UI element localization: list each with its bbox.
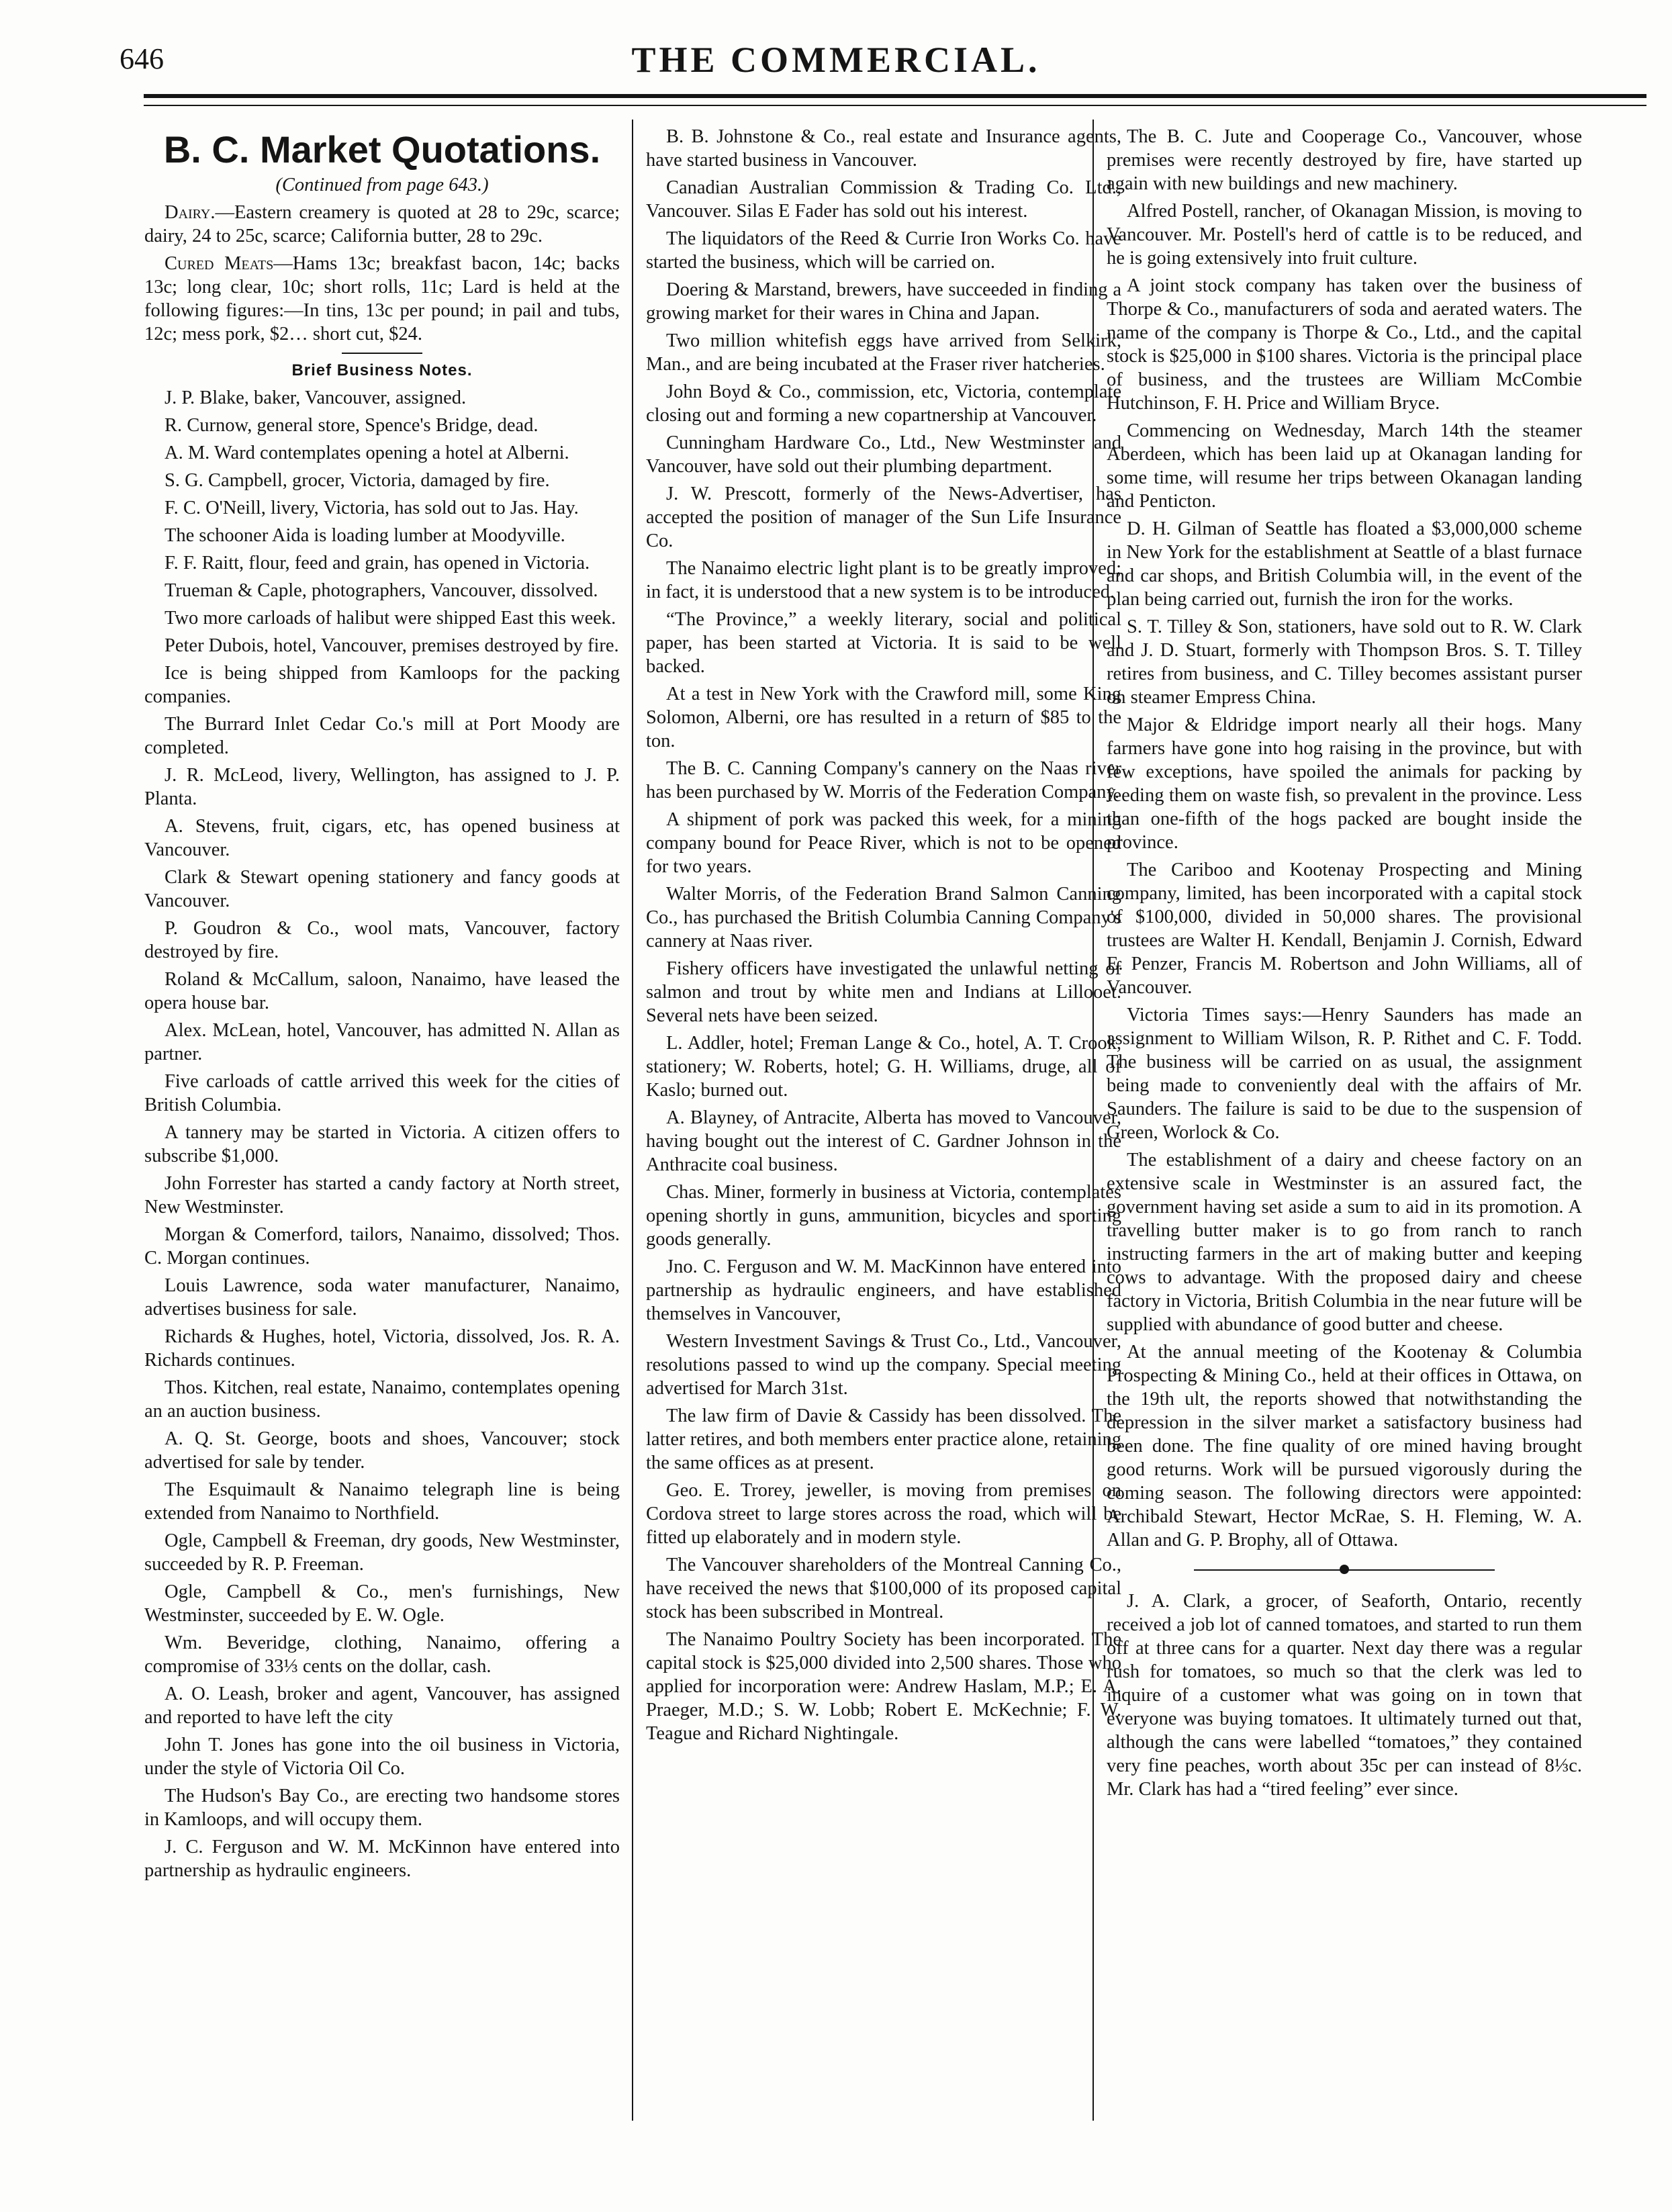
market-quotations-title: B. C. Market Quotations.: [163, 128, 601, 171]
business-note: Clark & Stewart opening stationery and fancy goods at Vancouver.: [144, 867, 620, 911]
masthead-title: THE COMMERCIAL.: [631, 40, 1041, 80]
business-note: John T. Jones has gone into the oil business in Victoria, under the style of Victoria Oil Co.: [144, 1735, 620, 1779]
business-note: Wm. Beveridge, clothing, Nanaimo, offering a compromise of 33⅓ cents on the dollar, cash.: [144, 1632, 620, 1677]
business-note: John Forrester has started a candy factory at North street, New Westminster.: [144, 1173, 620, 1217]
column-divider-1: [632, 120, 633, 2121]
business-note: Alex. McLean, hotel, Vancouver, has admitted N. Allan as partner.: [144, 1020, 620, 1064]
business-note: The Vancouver shareholders of the Montreal Canning Co., have received the news that $100,000 of its proposed capital stock has been subscribed in Montreal.: [646, 1555, 1121, 1622]
business-note: Doering & Marstand, brewers, have succeeded in finding a growing market for their wares in China and Japan.: [646, 279, 1121, 324]
dairy-text: —Eastern creamery is quoted at 28 to 29c, scarce; dairy, 24 to 25c, scarce; California butter, 28 to 29c.: [144, 202, 620, 246]
cured-meats-label: Cured Meats: [165, 253, 274, 274]
business-note: Chas. Miner, formerly in business at Victoria, contemplates opening shortly in guns, ammunition, bicycles and sporting goods generally.: [646, 1182, 1121, 1250]
business-note: At a test in New York with the Crawford mill, some King Solomon, Alberni, ore has resulted in a return of $85 to the ton.: [646, 684, 1121, 751]
business-note: Trueman & Caple, photographers, Vancouver, dissolved.: [165, 580, 598, 601]
business-note: Two more carloads of halibut were shipped East this week.: [165, 608, 616, 629]
business-note: Peter Dubois, hotel, Vancouver, premises destroyed by fire.: [165, 635, 619, 656]
business-note: R. Curnow, general store, Spence's Bridge, dead.: [165, 415, 539, 436]
business-note: A shipment of pork was packed this week, for a mining company bound for Peace River, which is not to be opened for two years.: [646, 809, 1121, 877]
business-note: The liquidators of the Reed & Currie Iron Works Co. have started the business, which will be carried on.: [646, 228, 1121, 273]
header-rule-thick: [144, 94, 1646, 98]
business-note: A. O. Leash, broker and agent, Vancouver, has assigned and reported to have left the city: [144, 1684, 620, 1728]
business-note: A. M. Ward contemplates opening a hotel at Alberni.: [165, 443, 569, 463]
business-note: Roland & McCallum, saloon, Nanaimo, have leased the opera house bar.: [144, 969, 620, 1013]
business-note: Five carloads of cattle arrived this week for the cities of British Columbia.: [144, 1071, 620, 1115]
business-note: Morgan & Comerford, tailors, Nanaimo, dissolved; Thos. C. Morgan continues.: [144, 1224, 620, 1269]
business-note: A tannery may be started in Victoria. A citizen offers to subscribe $1,000.: [144, 1122, 620, 1166]
cured-meats-paragraph: [144, 252, 620, 346]
business-note: D. H. Gilman of Seattle has floated a $3,000,000 scheme in New York for the establishment at Seattle of a blast furnace and car shops, and British Columbia will, in the event of the plan being carried out, furnish the iron for the works.: [1107, 518, 1582, 610]
dairy-paragraph: [144, 201, 620, 248]
business-note: A. Stevens, fruit, cigars, etc, has opened business at Vancouver.: [144, 816, 620, 860]
business-note: S. G. Campbell, grocer, Victoria, damaged by fire.: [165, 470, 550, 491]
business-note: The B. C. Jute and Cooperage Co., Vancouver, whose premises were recently destroyed by fire, have started up again with new buildings and new machinery.: [1107, 126, 1582, 194]
column-2: [646, 125, 1121, 1749]
business-note: Commencing on Wednesday, March 14th the steamer Aberdeen, which has been laid up at Okanagan landing for some time, will resume her trips between Okanagan landing and Penticton.: [1107, 420, 1582, 512]
business-note: F. C. O'Neill, livery, Victoria, has sold out to Jas. Hay.: [165, 498, 579, 518]
business-note: J. W. Prescott, formerly of the News-Advertiser, has accepted the position of manager of the Sun Life Insurance Co.: [646, 483, 1121, 551]
page-number: 646: [120, 42, 164, 75]
business-note: J. C. Ferguson and W. M. McKinnon have entered into partnership as hydraulic engineers.: [144, 1837, 620, 1881]
brief-notes-heading: Brief Business Notes.: [291, 361, 473, 379]
business-note: Fishery officers have investigated the unlawful netting of salmon and trout by white men and Indians at Lillooet. Several nets have been seized.: [646, 958, 1121, 1026]
business-note: J. P. Blake, baker, Vancouver, assigned.: [165, 387, 467, 408]
business-note: Jno. C. Ferguson and W. M. MacKinnon have entered into partnership as hydraulic engineers, and have established themselves in Vancouver,: [646, 1256, 1121, 1324]
business-note: The Esquimault & Nanaimo telegraph line is being extended from Nanaimo to Northfield.: [144, 1479, 620, 1524]
business-note: Richards & Hughes, hotel, Victoria, dissolved, Jos. R. A. Richards continues.: [144, 1326, 620, 1371]
business-note: The B. C. Canning Company's cannery on the Naas river has been purchased by W. Morris of the Federation Company.: [646, 758, 1121, 802]
business-note: Western Investment Savings & Trust Co., Ltd., Vancouver, resolutions passed to wind up the company. Special meeting advertised for March 31st.: [646, 1331, 1121, 1399]
business-note: The Burrard Inlet Cedar Co.'s mill at Port Moody are completed.: [144, 714, 620, 758]
business-note: Two million whitefish eggs have arrived from Selkirk, Man., and are being incubated at the Fraser river hatcheries.: [646, 330, 1121, 375]
section-divider: [342, 353, 422, 354]
business-note: S. T. Tilley & Son, stationers, have sold out to R. W. Clark and J. D. Stuart, formerly with Thompson Bros. S. T. Tilley retires from business, and C. Tilley becomes assistant purser on steamer Empress China.: [1107, 616, 1582, 708]
cured-meats-text: —Hams 13c; breakfast bacon, 14c; backs 13c; long clear, 10c; short rolls, 11c; Lard is held at the following figures:—In tins, 13c per pound; in pail and tubs, 12c; mess pork, $2… short cut, $24.: [144, 253, 620, 344]
business-note: Ogle, Campbell & Co., men's furnishings, New Westminster, succeeded by E. W. Ogle.: [144, 1581, 620, 1626]
business-note: Cunningham Hardware Co., Ltd., New Westminster and Vancouver, have sold out their plumbing department.: [646, 432, 1121, 477]
business-note: P. Goudron & Co., wool mats, Vancouver, factory destroyed by fire.: [144, 918, 620, 962]
business-note: The law firm of Davie & Cassidy has been dissolved. The latter retires, and both members enter practice alone, retaining the same offices as at present.: [646, 1405, 1121, 1473]
business-note: At the annual meeting of the Kootenay & Columbia Prospecting & Mining Co., held at their offices in Ottawa, on the 19th ult, the reports showed that notwithstanding the depression in the silver market a satisfactory business had been done. The fine quality of ore mined having brought good returns. Work will be pursued vigorously during the coming season. The following directors were appointed: Archibald Stewart, Hector McRae, S. H. Fleming, W. A. Allan and G. P. Brophy, all of Ottawa.: [1107, 1342, 1582, 1551]
business-note: A. Q. St. George, boots and shoes, Vancouver; stock advertised for sale by tender.: [144, 1428, 620, 1473]
market-quotations-subtitle: (Continued from page 643.): [275, 175, 489, 195]
business-note: The establishment of a dairy and cheese factory on an extensive scale in Westminster is an assured fact, the government having set aside a sum to aid in its promotion. A travelling butter maker is to go from ranch to ranch instructing farmers in the art of making butter and keeping cows to advantage. With the proposed dairy and cheese factory in Victoria, British Columbia in the near future will be supplied with abundance of good butter and cheese.: [1107, 1150, 1582, 1335]
business-note: L. Addler, hotel; Freman Lange & Co., hotel, A. T. Crook, stationery; W. Roberts, hotel; G. H. Williams, druge, all of Kaslo; burned out.: [646, 1033, 1121, 1101]
business-note: The Nanaimo electric light plant is to be greatly improved; in fact, it is understood that a new system is to be introduced.: [646, 558, 1121, 602]
business-note: A. Blayney, of Antracite, Alberta has moved to Vancouver, having bought out the interest of C. Gardner Johnson in the Anthracite coal business.: [646, 1107, 1121, 1175]
column-3: [1107, 125, 1582, 1805]
business-note: B. B. Johnstone & Co., real estate and Insurance agents, have started business in Vancouver.: [646, 126, 1121, 171]
business-note: The Cariboo and Kootenay Prospecting and Mining company, limited, has been incorporated with a capital stock of $100,000, divided in 50,000 shares. The provisional trustees are Walter H. Kendall, Benjamin J. Cornish, Edward E. Penzer, Francis M. Robertson and John Williams, all of Vancouver.: [1107, 860, 1582, 998]
business-note: Thos. Kitchen, real estate, Nanaimo, contemplates opening an an auction business.: [144, 1377, 620, 1422]
business-note: “The Province,” a weekly literary, social and political paper, has been started at Victoria. It is said to be well backed.: [646, 609, 1121, 677]
brief-notes-list: [144, 386, 620, 1882]
dairy-label: Dairy.: [165, 202, 216, 223]
business-note: J. R. McLeod, livery, Wellington, has assigned to J. P. Planta.: [144, 765, 620, 809]
business-note: Walter Morris, of the Federation Brand Salmon Canning Co., has purchased the British Columbia Canning Company's cannery at Naas river.: [646, 884, 1121, 952]
business-note: Canadian Australian Commission & Trading Co. Ltd., Vancouver. Silas E Fader has sold out his interest.: [646, 177, 1121, 222]
business-note: Geo. E. Trorey, jeweller, is moving from premises on Cordova street to large stores across the road, which will be fitted up elaborately and in modern style.: [646, 1480, 1121, 1548]
business-note: Ice is being shipped from Kamloops for the packing companies.: [144, 663, 620, 707]
tomatoes-anecdote: J. A. Clark, a grocer, of Seaforth, Ontario, recently received a job lot of canned tomatoes, and started to run them off at three cans for a quarter. Next day there was a regular rush for tomatoes, so much so that the clerk was led to inquire of a customer what was going on in town that everyone was buying tomatoes. It ultimately turned out that, although the cans were labelled “tomatoes,” they contained very fine peaches, worth about 35c per can instead of 8⅓c. Mr. Clark has had a “tired feeling” ever since.: [1107, 1591, 1582, 1800]
business-note: Major & Eldridge import nearly all their hogs. Many farmers have gone into hog raising in the province, but with few exceptions, have spoiled the animals for packing by feeding them on waste fish, so prevalent in the province. Less than one-fifth of the hogs packed are bought inside the province.: [1107, 715, 1582, 853]
header-rule-thin: [144, 105, 1646, 106]
business-note: F. F. Raitt, flour, feed and grain, has opened in Victoria.: [165, 553, 590, 573]
business-note: Victoria Times says:—Henry Saunders has made an assignment to William Wilson, R. P. Rithet and C. F. Todd. The business will be carried on as usual, the assignment being made to conveniently deal with the affairs of Mr. Saunders. The failure is said to be due to the suspension of Green, Worlock & Co.: [1107, 1005, 1582, 1143]
business-note: The schooner Aida is loading lumber at Moodyville.: [165, 525, 565, 546]
business-note: The Nanaimo Poultry Society has been incorporated. The capital stock is $25,000 divided into 2,500 shares. Those who applied for incorporation were: Andrew Haslam, M.P.; E. A. Praeger, M.D.; S. W. Lobb; Robert E. McKechnie; F. W. Teague and Richard Nightingale.: [646, 1629, 1121, 1744]
article-separator: [1107, 1561, 1582, 1579]
business-note: Alfred Postell, rancher, of Okanagan Mission, is moving to Vancouver. Mr. Postell's herd of cattle is to be reduced, and he is going extensively into fruit culture.: [1107, 201, 1582, 269]
business-note: Ogle, Campbell & Freeman, dry goods, New Westminster, succeeded by R. P. Freeman.: [144, 1530, 620, 1575]
business-note: Louis Lawrence, soda water manufacturer, Nanaimo, advertises business for sale.: [144, 1275, 620, 1320]
column-1: [144, 125, 620, 1886]
separator-dot-icon: [1340, 1565, 1349, 1574]
business-note: John Boyd & Co., commission, etc, Victoria, contemplate closing out and forming a new copartnership at Vancouver.: [646, 381, 1121, 426]
business-note: The Hudson's Bay Co., are erecting two handsome stores in Kamloops, and will occupy them.: [144, 1786, 620, 1830]
business-note: A joint stock company has taken over the business of Thorpe & Co., manufacturers of soda and aerated waters. The name of the company is Thorpe & Co., Ltd., and the capital stock is $25,000 in $100 shares. Victoria is the principal place of business, and the trustees are William McCombie Hutchinson, F. H. Price and William Bryce.: [1107, 275, 1582, 414]
